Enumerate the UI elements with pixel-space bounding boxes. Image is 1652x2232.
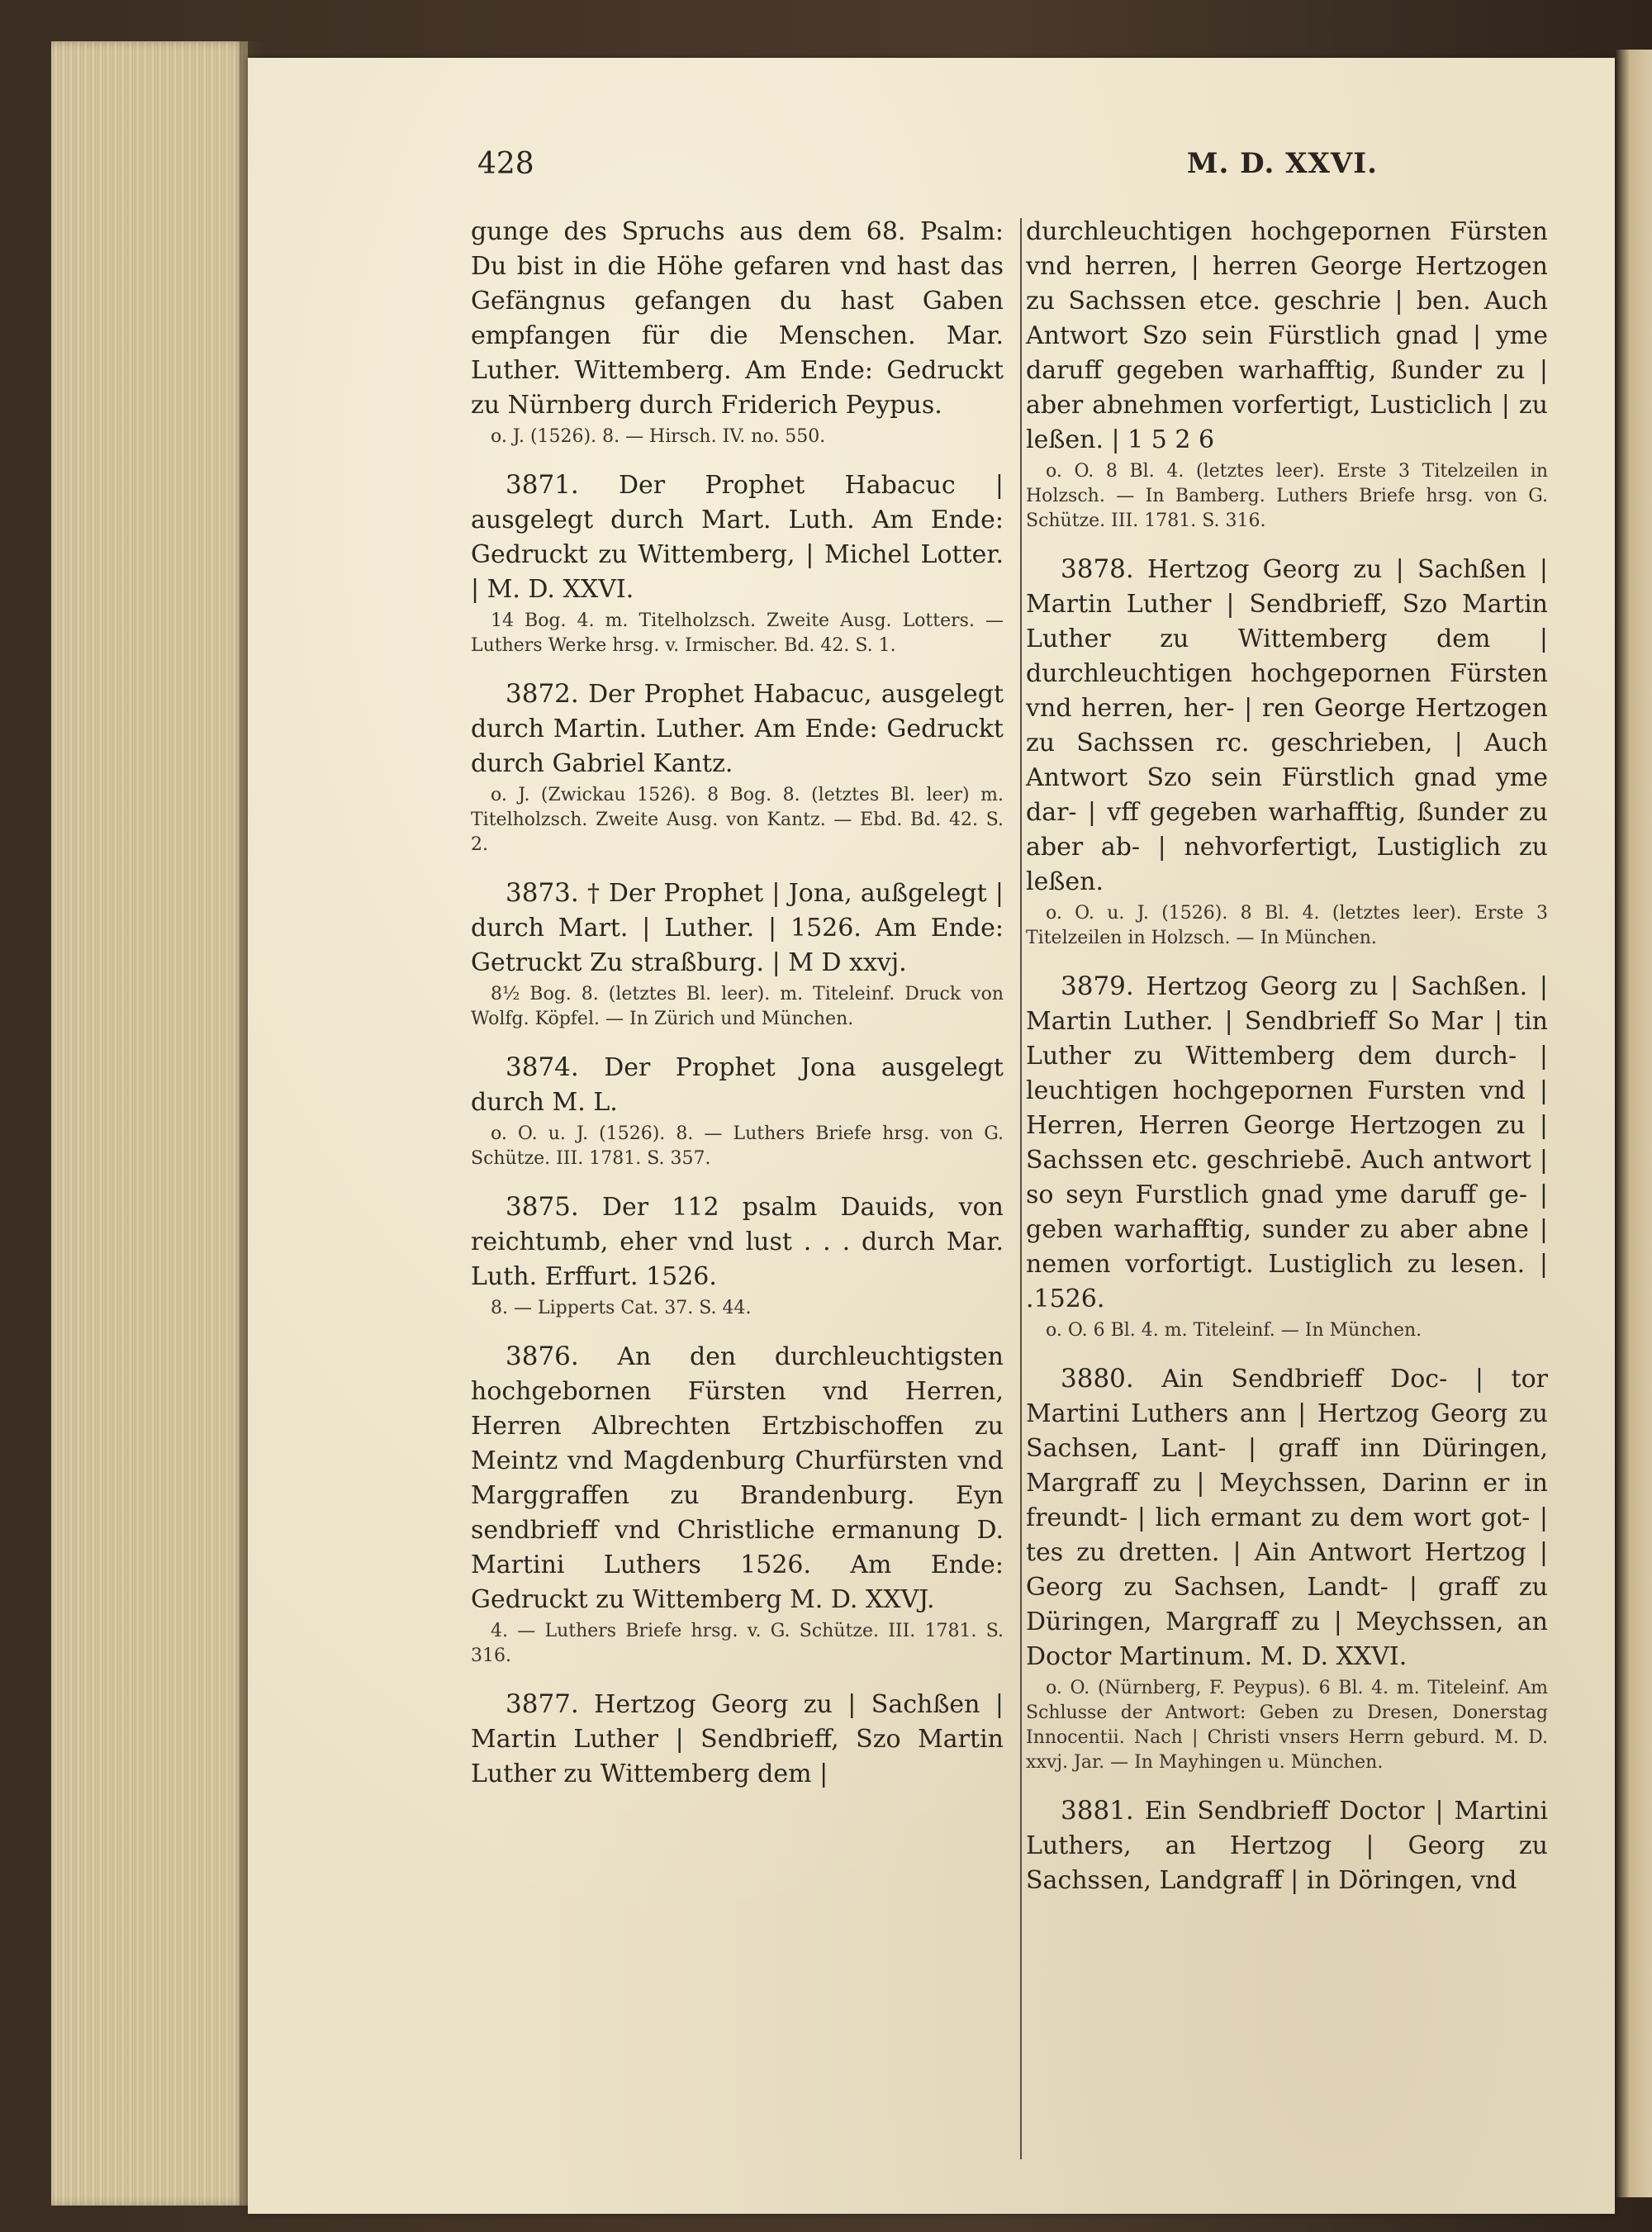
entry-bibliographic-note: o. J. (1526). 8. — Hirsch. IV. no. 550. bbox=[491, 426, 826, 447]
entry-title: gunge des Spruchs aus dem 68. Psalm: Du bist in die Höhe gefaren vnd hast das Gefängnus gefangen du hast Gaben empfangen für die Menschen. Mar. Luther. Wittemberg. Am Ende: Gedruckt zu Nürnberg durch Friderich Peypus. bbox=[471, 217, 1004, 420]
entry-number: 3877. bbox=[506, 1689, 579, 1719]
entry-text-block bbox=[471, 876, 1004, 981]
entry-bibliographic-note: o. O. (Nürnberg, F. Peypus). 6 Bl. 4. m. Titeleinf. Am Schlusse der Antwort: Geben zu Dresen, Donerstag Innocentii. Nach | Christi vnsers Herrn geburd. M. D. xxvj. Jar. — In Mayhingen u. München. bbox=[1026, 1678, 1548, 1773]
catalog-entry bbox=[1026, 215, 1548, 534]
entry-text-block bbox=[1026, 1793, 1548, 1898]
entry-title: Ein Sendbrieff Doctor | Martini Luthers, an Hertzog | Georg zu Sachssen, Landgraff | in Döringen, vnd bbox=[1026, 1797, 1548, 1895]
entry-number: 3873. bbox=[506, 878, 579, 908]
catalog-entry bbox=[1026, 969, 1548, 1343]
entry-bibliographic-note: 8½ Bog. 8. (letztes Bl. leer). m. Titeleinf. Druck von Wolfg. Köpfel. — In Zürich und München. bbox=[471, 984, 1004, 1029]
entry-bibliographic-note: 8. — Lipperts Cat. 37. S. 44. bbox=[491, 1298, 752, 1318]
entry-bibliographic-note: o. J. (Zwickau 1526). 8 Bog. 8. (letztes Bl. leer) m. Titelholzsch. Zweite Ausg. von Kantz. — Ebd. Bd. 42. S. 2. bbox=[471, 785, 1004, 855]
catalog-entry bbox=[471, 215, 1004, 449]
entry-number: 3879. bbox=[1061, 971, 1134, 1001]
entry-text-block bbox=[471, 1339, 1004, 1617]
page-number: 428 bbox=[477, 147, 534, 181]
header-date: M. D. XXVI. bbox=[1186, 147, 1378, 180]
entry-number: 3871. bbox=[506, 470, 579, 500]
entry-title: Der 112 psalm Dauids, von reichtumb, eher vnd lust . . . durch Mar. Luth. Erffurt. 1526. bbox=[471, 1193, 1004, 1291]
entry-text-block bbox=[471, 1687, 1004, 1792]
catalog-entry bbox=[1026, 1361, 1548, 1775]
entry-bibliographic-note: 14 Bog. 4. m. Titelholzsch. Zweite Ausg. Lotters. — Luthers Werke hrsg. v. Irmischer. Bd. 42. S. 1. bbox=[471, 610, 1004, 656]
entry-title: Hertzog Georg zu | Sachßen | Martin Luther | Sendbrieff, Szo Martin Luther zu Wittemberg dem | bbox=[471, 1690, 1004, 1788]
entry-text-block bbox=[1026, 552, 1548, 900]
entry-text-block bbox=[1026, 1361, 1548, 1674]
catalog-entry bbox=[471, 1050, 1004, 1171]
catalog-entry bbox=[471, 677, 1004, 857]
catalog-entry bbox=[471, 468, 1004, 658]
entry-text-block bbox=[471, 1190, 1004, 1294]
entry-bibliographic-note: o. O. u. J. (1526). 8 Bl. 4. (letztes leer). Erste 3 Titelzeilen in Holzsch. — In München. bbox=[1026, 903, 1548, 948]
entry-title: durchleuchtigen hochgepornen Fürsten vnd herren, | herren George Hertzogen zu Sachssen etce. geschrie | ben. Auch Antwort Szo sein Fürstlich gnad | yme daruff gegeben warhafftig, ßunder zu | aber abnehmen vorfertigt, Lusticlich | zu leßen. | 1 5 2 6 bbox=[1026, 217, 1548, 454]
entry-number: 3880. bbox=[1061, 1364, 1134, 1394]
entry-text-block bbox=[471, 677, 1004, 781]
entry-number: 3876. bbox=[506, 1342, 579, 1371]
entry-bibliographic-note: o. O. 8 Bl. 4. (letztes leer). Erste 3 Titelzeilen in Holzsch. — In Bamberg. Luthers Briefe hrsg. von G. Schütze. III. 1781. S. 316. bbox=[1026, 461, 1548, 531]
catalog-entry bbox=[471, 1687, 1004, 1792]
entry-text-block bbox=[1026, 969, 1548, 1317]
entry-title: An den durchleuchtigsten hochgebornen Fürsten vnd Herren, Herren Albrechten Ertzbischoffen zu Meintz vnd Magdenburg Churfürsten vnd Marggraffen zu Brandenburg. Eyn sendbrieff vnd Christliche ermanung D. Martini Luthers 1526. Am Ende: Gedruckt zu Wittemberg M. D. XXVJ. bbox=[471, 1342, 1004, 1614]
catalog-entry bbox=[471, 1339, 1004, 1669]
entry-bibliographic-note: o. O. u. J. (1526). 8. — Luthers Briefe hrsg. von G. Schütze. III. 1781. S. 357. bbox=[471, 1123, 1004, 1169]
entry-number: 3872. bbox=[506, 679, 579, 709]
entry-bibliographic-note: 4. — Luthers Briefe hrsg. v. G. Schütze. III. 1781. S. 316. bbox=[471, 1621, 1004, 1666]
entry-text-block bbox=[471, 215, 1004, 423]
left-column bbox=[471, 215, 1004, 1810]
entry-title: Hertzog Georg zu | Sachßen | Martin Luther | Sendbrieff, Szo Martin Luther zu Wittemberg dem | durchleuchtigen hochgepornen Fürsten vnd herren, her- | ren George Hertzogen zu Sachssen rc. geschrieben, | Auch Antwort Szo sein Fürstlich gnad yme dar- | vff gegeben warhafftig, ßunder zu aber ab- | nehvorfertigt, Lustiglich zu leßen. bbox=[1026, 555, 1549, 896]
entry-text-block bbox=[1026, 215, 1548, 458]
catalog-entry bbox=[471, 876, 1004, 1032]
entry-number: 3881. bbox=[1061, 1796, 1134, 1826]
entry-title: Der Prophet Jona ausgelegt durch M. L. bbox=[471, 1053, 1004, 1117]
entry-title: Hertzog Georg zu | Sachßen. | Martin Luther. | Sendbrieff So Mar | tin Luther zu Wittemberg dem durch- | leuchtigen hochgepornen Fursten vnd | Herren, Herren George Hertzogen zu | Sachssen etc. geschriebē. Auch antwort | so seyn Furstlich gnad yme daruff ge- | geben warhafftig, sunder zu aber abne | nemen vorfortigt. Lustiglich zu lesen. | .1526. bbox=[1026, 972, 1548, 1313]
entry-title: Der Prophet Habacuc | ausgelegt durch Mart. Luth. Am Ende: Gedruckt zu Wittemberg, | Michel Lotter. | M. D. XXVI. bbox=[471, 471, 1004, 604]
entry-bibliographic-note: o. O. 6 Bl. 4. m. Titeleinf. — In München. bbox=[1046, 1320, 1422, 1341]
catalog-entry bbox=[471, 1190, 1004, 1321]
catalog-entry bbox=[1026, 1793, 1548, 1898]
column-divider bbox=[1020, 218, 1022, 2159]
entry-text-block bbox=[471, 468, 1004, 607]
catalog-entry bbox=[1026, 552, 1548, 951]
entry-title: Der Prophet Habacuc, ausgelegt durch Martin. Luther. Am Ende: Gedruckt durch Gabriel Kantz. bbox=[471, 680, 1004, 778]
entry-number: 3875. bbox=[506, 1192, 579, 1222]
entry-number: 3874. bbox=[506, 1052, 579, 1082]
next-page-edge bbox=[1615, 50, 1652, 2197]
entry-text-block bbox=[471, 1050, 1004, 1120]
running-head bbox=[477, 147, 1378, 197]
right-column bbox=[1026, 215, 1548, 1916]
entry-title: Ain Sendbrieff Doc- | tor Martini Luthers ann | Hertzog Georg zu Sachsen, Lant- | graff inn Düringen, Margraff zu | Meychssen, Darinn er in freundt- | lich ermant zu dem wort got- | tes zu dretten. | Ain Antwort Hertzog | Georg zu Sachsen, Landt- | graff zu Düringen, Margraff zu | Meychssen, an Doctor Martinum. M. D. XXVI. bbox=[1026, 1365, 1548, 1671]
entry-number: 3878. bbox=[1061, 554, 1134, 584]
book-page-edges bbox=[51, 41, 248, 2206]
entry-title: † Der Prophet | Jona, außgelegt | durch Mart. | Luther. | 1526. Am Ende: Getruckt Zu straßburg. | M D xxvj. bbox=[471, 879, 1004, 977]
